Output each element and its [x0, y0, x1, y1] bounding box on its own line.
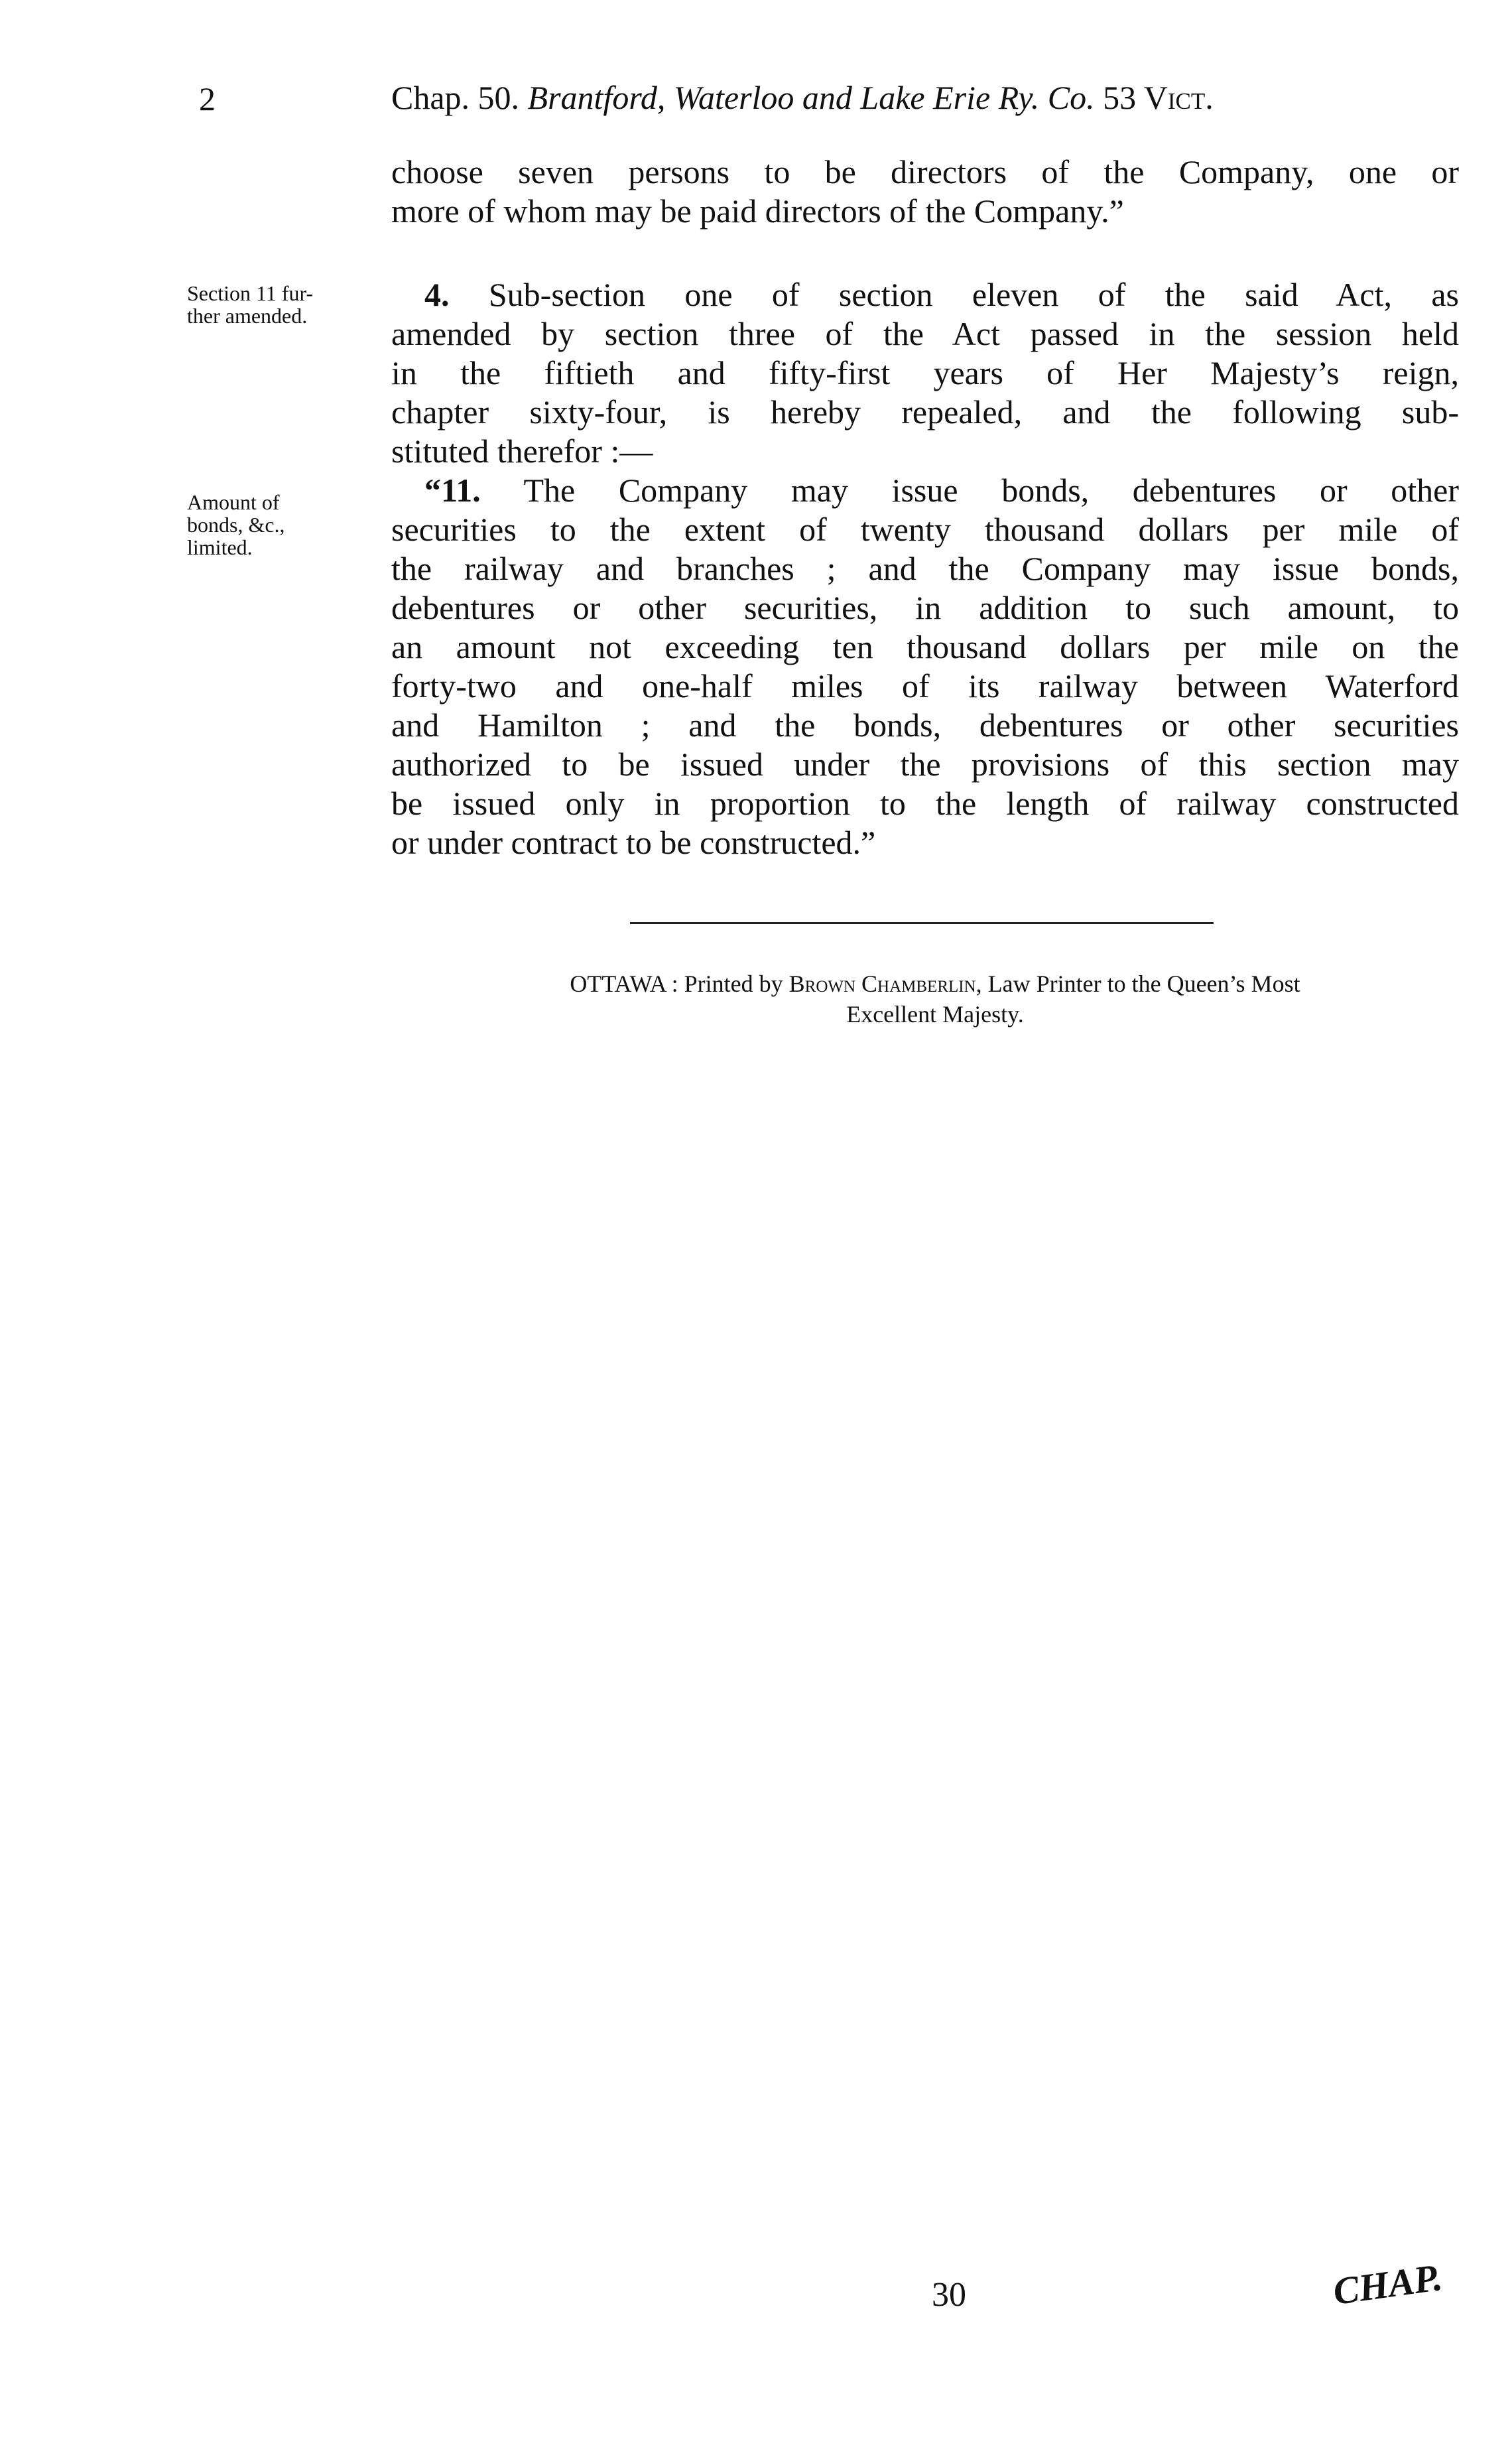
text-line: an amount not exceeding ten thousand dollars per mile on the — [391, 628, 1459, 665]
text-line: in the fiftieth and fifty-first years of Her Majesty’s reign, — [391, 354, 1459, 391]
margin-note-line: limited. — [187, 535, 253, 559]
chapter-label: Chap. 50. — [391, 79, 520, 116]
text-line: and Hamilton ; and the bonds, debentures or other securities — [391, 706, 1459, 744]
text-fragment: The Company may issue bonds, debentures or other — [523, 472, 1459, 509]
text-line — [391, 471, 1459, 510]
text-line: stituted therefor :— — [391, 432, 653, 470]
imprint-suffix: Law Printer to the Queen’s Most — [987, 970, 1300, 997]
section-11-paragraph — [391, 471, 1459, 862]
margin-note-section-11 — [187, 282, 386, 327]
imprint-line-1 — [414, 968, 1456, 999]
section-number: 4. — [424, 276, 450, 313]
printer-signature-mark: 30 — [932, 2276, 966, 2314]
page-number: 2 — [199, 80, 216, 117]
text-line: debentures or other securities, in addition to such amount, to — [391, 589, 1459, 626]
text-line: forty-two and one-half miles of its railway between Waterford — [391, 667, 1459, 704]
margin-note-line: Amount of — [187, 490, 280, 514]
text-line: more of whom may be paid directors of the Company.” — [391, 192, 1124, 230]
section-number: “11. — [424, 472, 481, 509]
opening-paragraph — [391, 153, 1459, 231]
margin-note-line: Section 11 fur- — [187, 281, 314, 305]
catchword: CHAP. — [1330, 2255, 1445, 2314]
imprint-prefix: OTTAWA : Printed by — [570, 970, 783, 997]
margin-note-amount-of-bonds — [187, 491, 386, 559]
text-line: chapter sixty-four, is hereby repealed, and the following sub- — [391, 393, 1459, 431]
printer-name: Brown Chamberlin, — [788, 970, 982, 997]
section-divider — [630, 922, 1214, 924]
text-line: be issued only in proportion to the length of railway constructed — [391, 785, 1459, 822]
text-line — [391, 275, 1459, 314]
regnal-year: 53 Vict. — [1103, 79, 1214, 116]
imprint-line-2: Excellent Majesty. — [846, 1001, 1024, 1028]
act-title: Brantford, Waterloo and Lake Erie Ry. Co. — [527, 79, 1095, 116]
section-4-paragraph — [391, 275, 1459, 471]
text-line: or under contract to be constructed.” — [391, 824, 876, 861]
running-head — [391, 78, 1214, 117]
text-line: authorized to be issued under the provisions of this section may — [391, 746, 1459, 783]
text-line: amended by section three of the Act passed in the session held — [391, 315, 1459, 352]
text-fragment: Sub-section one of section eleven of the said Act, as — [488, 276, 1460, 313]
text-line: securities to the extent of twenty thousand dollars per mile of — [391, 511, 1459, 548]
text-line: the railway and branches ; and the Company may issue bonds, — [391, 550, 1459, 587]
printer-imprint — [414, 968, 1456, 1030]
margin-note-line: bonds, &c., — [187, 513, 285, 537]
text-line: choose seven persons to be directors of the Company, one or — [391, 153, 1459, 190]
margin-note-line: ther amended. — [187, 304, 308, 328]
